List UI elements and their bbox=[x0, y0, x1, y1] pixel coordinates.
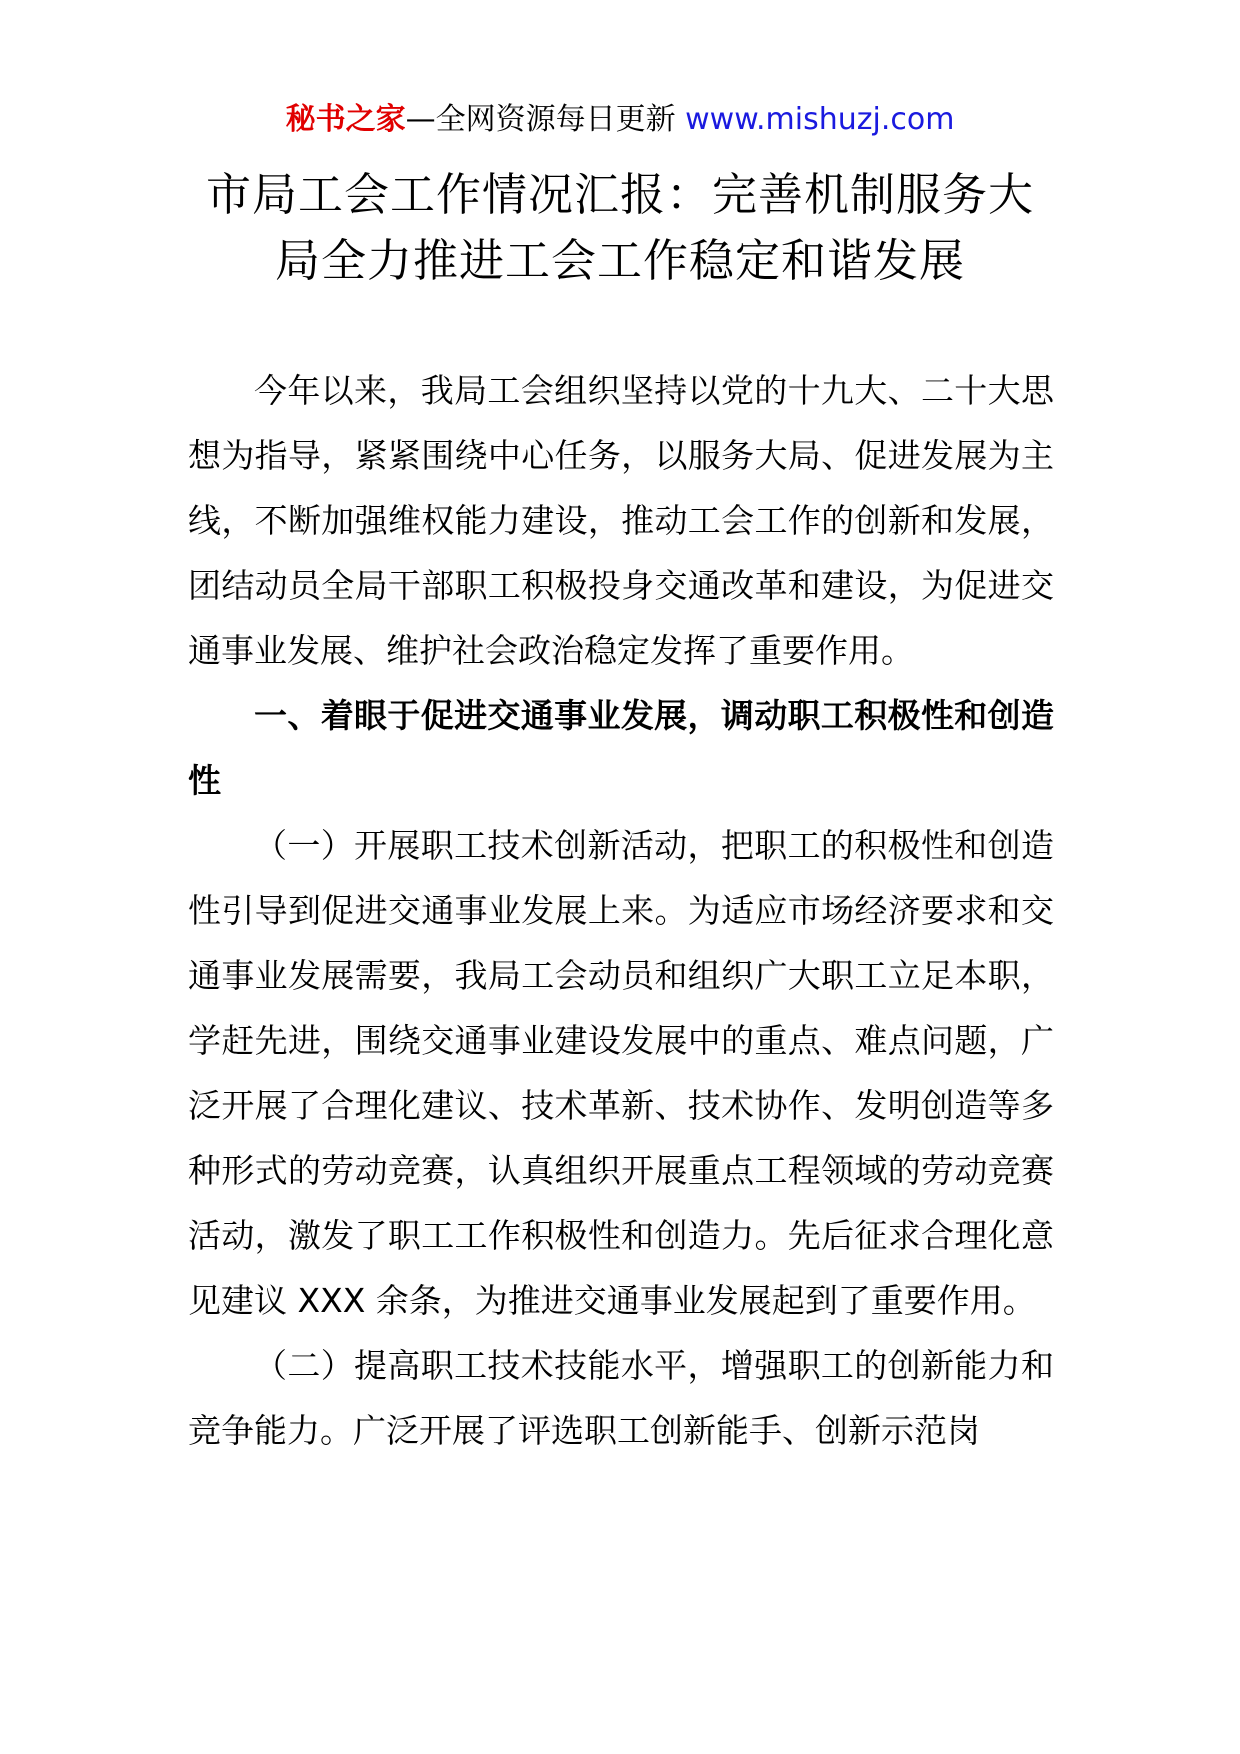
header-tagline: —全网资源每日更新 bbox=[405, 102, 686, 137]
site-header bbox=[0, 98, 1240, 142]
subsection-paragraph-2: （二）提高职工技术技能水平，增强职工的创新能力和竞争能力。广泛开展了评选职工创新能手、创新示范岗 bbox=[188, 1346, 1054, 1450]
subsection-paragraph-1: （一）开展职工技术创新活动，把职工的积极性和创造性引导到促进交通事业发展上来。为适应市场经济要求和交通事业发展需要，我局工会动员和组织广大职工立足本职，学赶先进，围绕交通事业建设发展中的重点、难点问题，广泛开展了合理化建议、技术革新、技术协作、发明创造等多种形式的劳动竞赛，认真组织开展重点工程领域的劳动竞赛活动，激发了职工工作积极性和创造力。先后征求合理化意见建议 XXX 余条，为推进交通事业发展起到了重要作用。 bbox=[188, 826, 1054, 1320]
section-heading: 一、着眼于促进交通事业发展，调动职工积极性和创造性 bbox=[188, 696, 1054, 800]
brand-name: 秘书之家 bbox=[285, 102, 406, 137]
document-body bbox=[188, 358, 1054, 1463]
site-url-link[interactable]: www.mishuzj.com bbox=[685, 102, 955, 137]
intro-paragraph: 今年以来，我局工会组织坚持以党的十九大、二十大思想为指导，紧紧围绕中心任务，以服务大局、促进发展为主线，不断加强维权能力建设，推动工会工作的创新和发展，团结动员全局干部职工积极投身交通改革和建设，为促进交通事业发展、维护社会政治稳定发挥了重要作用。 bbox=[188, 371, 1054, 670]
title-line-1: 市局工会工作情况汇报：完善机制服务大 bbox=[205, 168, 1034, 221]
document-title bbox=[150, 162, 1090, 294]
title-line-2: 局全力推进工会工作稳定和谐发展 bbox=[274, 234, 965, 287]
